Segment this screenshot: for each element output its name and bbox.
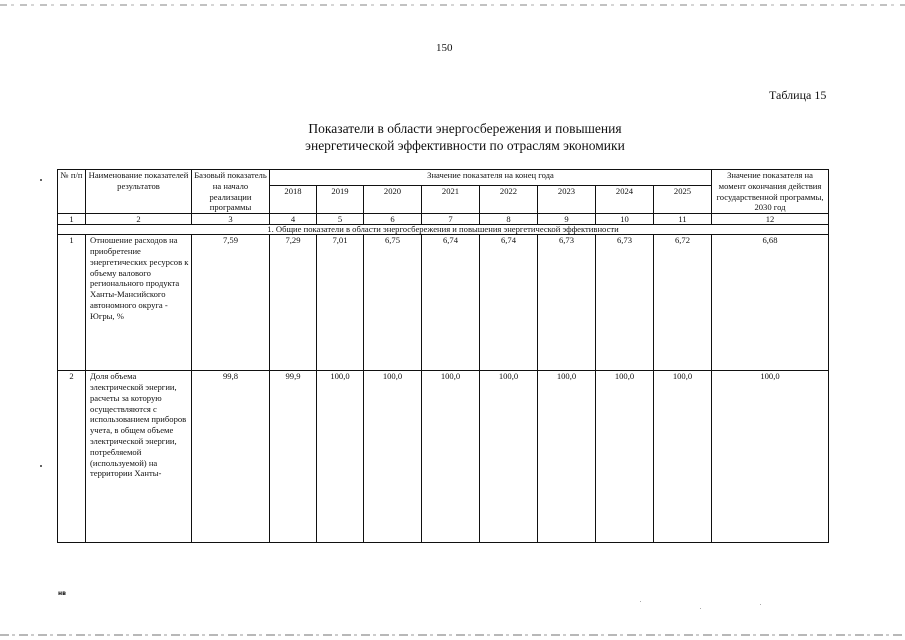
- header-year: 2019: [317, 185, 364, 213]
- footer-mark: нв: [58, 590, 66, 597]
- scan-edge-top: [0, 4, 905, 6]
- row-indicator-name: Отношение расходов на приобретение энергетических ресурсов к объему валового регионального продукта Ханты-Мансийского автономного округа - Югры, %: [86, 235, 192, 371]
- scan-dot: [40, 465, 42, 467]
- column-number: 2: [86, 214, 192, 225]
- header-year: 2023: [538, 185, 596, 213]
- column-number: 6: [364, 214, 422, 225]
- column-number: 10: [596, 214, 654, 225]
- row-base-value: 99,8: [192, 371, 270, 543]
- row-year-value: 100,0: [538, 371, 596, 543]
- row-year-value: 6,74: [480, 235, 538, 371]
- header-year: 2022: [480, 185, 538, 213]
- row-year-value: 100,0: [654, 371, 712, 543]
- scan-speck: [700, 608, 701, 609]
- row-final-value: 100,0: [712, 371, 829, 543]
- row-year-value: 7,01: [317, 235, 364, 371]
- header-final: Значение показателя на момент окончания действия государственной программы, 2030 год: [712, 170, 829, 214]
- scan-edge-bottom: [0, 634, 905, 636]
- row-year-value: 100,0: [480, 371, 538, 543]
- column-number: 7: [422, 214, 480, 225]
- section-row: [58, 225, 829, 235]
- column-number: 8: [480, 214, 538, 225]
- scan-speck: [640, 601, 641, 602]
- header-year-group: Значение показателя на конец года: [270, 170, 712, 186]
- row-year-value: 100,0: [596, 371, 654, 543]
- column-number: 11: [654, 214, 712, 225]
- header-base: Базовый показатель на начало реализации программы: [192, 170, 270, 214]
- header-name: Наименование показателей результатов: [86, 170, 192, 214]
- column-number: 5: [317, 214, 364, 225]
- column-numbers-row: [58, 214, 829, 225]
- title-line-1: Показатели в области энергосбережения и повышения: [308, 121, 622, 136]
- column-number: 4: [270, 214, 317, 225]
- row-number: 2: [58, 371, 86, 543]
- title-line-2: энергетической эффективности по отраслям экономики: [305, 138, 625, 153]
- row-year-value: 6,75: [364, 235, 422, 371]
- scan-speck: [760, 604, 761, 605]
- column-number: 12: [712, 214, 829, 225]
- header-year: 2025: [654, 185, 712, 213]
- header-num: № п/п: [58, 170, 86, 214]
- scan-dot: [40, 179, 42, 181]
- indicators-table: [57, 169, 829, 543]
- row-final-value: 6,68: [712, 235, 829, 371]
- row-year-value: 6,74: [422, 235, 480, 371]
- column-number: 1: [58, 214, 86, 225]
- row-year-value: 99,9: [270, 371, 317, 543]
- column-number: 3: [192, 214, 270, 225]
- table-row: [58, 235, 829, 371]
- row-year-value: 6,73: [538, 235, 596, 371]
- row-year-value: 7,29: [270, 235, 317, 371]
- header-year: 2024: [596, 185, 654, 213]
- table-row: [58, 371, 829, 543]
- row-year-value: 6,73: [596, 235, 654, 371]
- header-year: 2018: [270, 185, 317, 213]
- row-year-value: 100,0: [317, 371, 364, 543]
- row-year-value: 6,72: [654, 235, 712, 371]
- header-year: 2021: [422, 185, 480, 213]
- header-year: 2020: [364, 185, 422, 213]
- row-base-value: 7,59: [192, 235, 270, 371]
- page-number: 150: [436, 42, 453, 54]
- row-number: 1: [58, 235, 86, 371]
- row-year-value: 100,0: [422, 371, 480, 543]
- section-title: 1. Общие показатели в области энергосбережения и повышения энергетической эффективности: [58, 225, 829, 235]
- document-title: [250, 120, 680, 154]
- row-year-value: 100,0: [364, 371, 422, 543]
- row-indicator-name: Доля объема электрической энергии, расчеты за которую осуществляются с использованием приборов учета, в общем объеме электрической энергии, потребляемой (используемой) на территории Ханты-: [86, 371, 192, 543]
- header-row: [58, 170, 829, 186]
- column-number: 9: [538, 214, 596, 225]
- table-label: Таблица 15: [769, 88, 827, 102]
